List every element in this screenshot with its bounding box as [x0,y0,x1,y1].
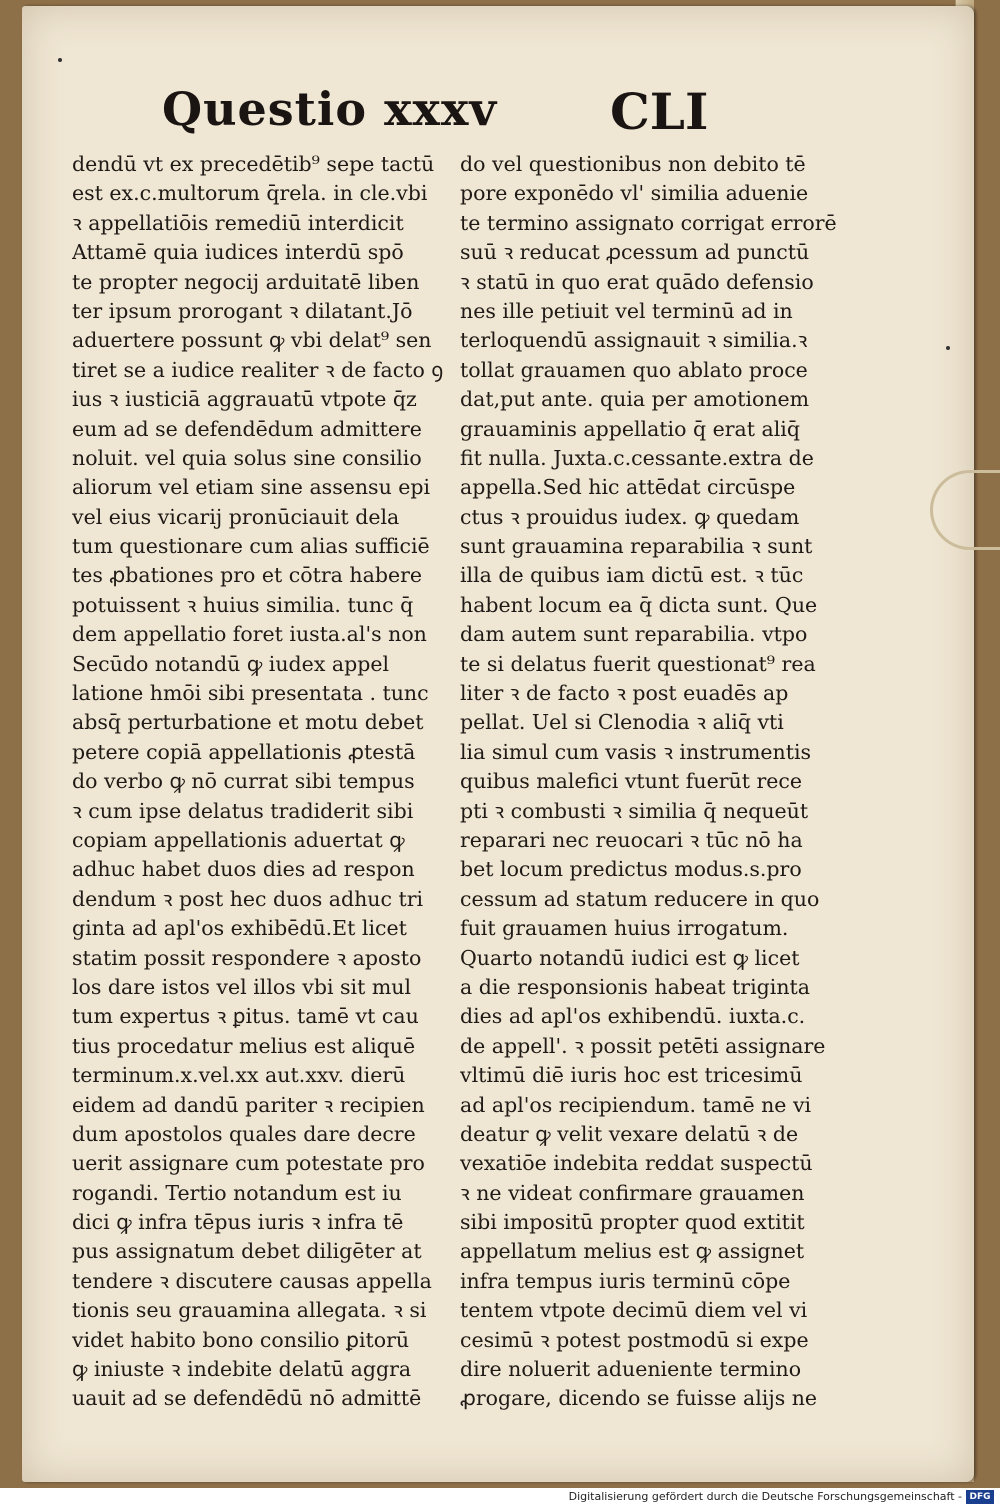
text-line: noluit. vel quia solus sine consilio [72,445,422,470]
text-line: copiam appellationis aduertat ꝙ [72,827,405,852]
text-line: vltimū diē iuris hoc est tricesimū [460,1063,803,1088]
text-line: dum apostolos quales dare decre [72,1121,416,1146]
running-header [0,82,1000,152]
text-line: Quarto notandū iudici est ꝙ licet [460,945,800,970]
footer-bar [0,1488,1000,1508]
text-line: ter ipsum prorogant ꝛ dilatant.Jō [72,298,413,323]
text-line: ꝛ ne videat confirmare grauamen [460,1180,805,1205]
left-text-column [72,150,462,1414]
text-line: lia simul cum vasis ꝛ instrumentis [460,739,812,764]
text-line: illa de quibus iam dictū est. ꝛ tūc [460,563,804,588]
text-line: sibi impositū propter quod extitit [460,1210,805,1235]
text-line: dam autem sunt reparabilia. vtpo [460,622,808,647]
text-line: petere copiā appellationis ꝓtestā [72,739,416,764]
text-line: los dare istos vel illos vbi sit mul [72,974,412,999]
text-line: adhuc habet duos dies ad respon [72,857,415,882]
funding-credit: Digitalisierung gefördert durch die Deutsche Forschungsgemeinschaft - [568,1490,962,1503]
text-line: est ex.c.multorum q̄rela. in cle.vbi [72,181,428,206]
text-line: de appell'. ꝛ possit petēti assignare [460,1033,826,1058]
text-line: te propter negocij arduitatē liben [72,269,420,294]
text-line: tum expertus ꝛ ꝑitus. tamē vt cau [72,1004,419,1029]
text-line: tius procedatur melius est aliquē [72,1033,416,1058]
text-line: dici ꝙ infra tēpus iuris ꝛ infra tē [72,1210,404,1235]
text-line: statim possit respondere ꝛ aposto [72,945,422,970]
text-line: dire noluerit adueniente termino [460,1357,802,1382]
dfg-logo: DFG [966,1490,994,1504]
folio-number: CLI [610,82,709,141]
text-line: dem appellatio foret iusta.al's non [72,622,427,647]
text-line: dendū vt ex precedētib⁹ sepe tactū [72,152,435,176]
text-line: Attamē quia iudices interdū spō [72,240,404,265]
text-line: tentem vtpote decimū diem vel vi [460,1298,808,1323]
text-line: rogandi. Tertio notandum est iu [72,1180,402,1205]
text-line: tollat grauamen quo ablato proce [460,357,808,382]
text-line: pus assignatum debet diligēter at [72,1239,422,1264]
ink-speck [58,58,62,62]
text-line: dat,put ante. quia per amotionem [460,387,810,412]
text-line: eidem ad dandū pariter ꝛ recipien [72,1092,425,1117]
text-line: habent locum ea q̄ dicta sunt. Que [460,592,818,617]
text-line: quibus malefici vtunt fuerūt rece [460,769,803,794]
text-line: infra tempus iuris terminū cōpe [460,1268,791,1293]
text-line: ꝙ iniuste ꝛ indebite delatū aggra [72,1357,412,1382]
text-line: pti ꝛ combusti ꝛ similia q̄ nequeūt [460,798,809,823]
text-line: cessum ad statum reducere in quo [460,886,820,911]
text-line: latione hmōi sibi presentata . tunc [72,681,429,706]
text-line: cesimū ꝛ potest postmodū si expe [460,1327,809,1352]
text-line: ad apl'os recipiendum. tamē ne vi [460,1092,812,1117]
text-line: dendum ꝛ post hec duos adhuc tri [72,886,424,911]
text-line: nes ille petiuit vel terminū ad in [460,298,793,323]
text-line: suū ꝛ reducat ꝓcessum ad punctū [460,240,810,265]
ink-speck [946,346,950,350]
text-line: fit nulla. Juxta.c.cessante.extra de [460,445,814,470]
text-line: liter ꝛ de facto ꝛ post euadēs ap [460,681,789,706]
text-line: te termino assignato corrigat errorē [460,210,837,235]
text-line: vel eius vicarij pronūciauit dela [72,504,400,529]
text-line: ctus ꝛ prouidus iudex. ꝙ quedam [460,504,800,529]
text-line: te si delatus fuerit questionat⁹ rea [460,651,816,676]
text-line: pore exponēdo vl' similia aduenie [460,181,809,206]
text-line: do vel questionibus non debito tē [460,152,806,176]
text-line: ginta ad apl'os exhibēdū.Et licet [72,916,407,941]
right-text-column [460,150,840,1414]
text-line: deatur ꝙ velit vexare delatū ꝛ de [460,1121,799,1146]
text-line: uauit ad se defendēdū nō admittē [72,1386,422,1411]
text-line: dies ad apl'os exhibendū. iuxta.c. [460,1004,806,1029]
text-line: grauaminis appellatio q̄ erat aliq̄ [460,416,800,441]
text-line: potuissent ꝛ huius similia. tunc q̄ [72,592,414,617]
text-line: terminum.x.vel.xx aut.xxv. dierū [72,1063,406,1088]
clasp-ring [930,470,1000,550]
text-line: Secūdo notandū ꝙ iudex appel [72,651,390,676]
text-line: appella.Sed hic attēdat circūspe [460,475,796,500]
text-line: aduertere possunt ꝙ vbi delat⁹ sen [72,328,432,353]
text-line: a die responsionis habeat triginta [460,974,810,999]
text-line: eum ad se defendēdum admittere [72,416,422,441]
text-line: do verbo ꝙ nō currat sibi tempus [72,769,415,794]
text-line: sunt grauamina reparabilia ꝛ sunt [460,534,813,559]
text-line: ꝓrogare, dicendo se fuisse alijs ne [460,1386,818,1411]
text-line: fuit grauamen huius irrogatum. [460,916,789,941]
text-line: bet locum predictus modus.s.pro [460,857,802,882]
text-line: terloquendū assignauit ꝛ similia.ꝛ [460,328,808,353]
text-line: ꝛ appellatiōis remediū interdicit [72,210,404,235]
text-line: ius ꝛ iusticiā aggrauatū vtpote q̄z [72,387,417,412]
text-line: ꝛ statū in quo erat quādo defensio [460,269,814,294]
text-line: vexatiōe indebita reddat suspectū [460,1151,813,1176]
text-line: tionis seu grauamina allegata. ꝛ si [72,1298,427,1323]
text-line: tes ꝓbationes pro et cōtra habere [72,563,423,588]
text-line: ꝛ cum ipse delatus tradiderit sibi [72,798,414,823]
text-line: tendere ꝛ discutere causas appella [72,1268,432,1293]
text-line: pellat. Uel si Clenodia ꝛ aliq̄ vti [460,710,784,735]
text-line: appellatum melius est ꝙ assignet [460,1239,805,1264]
text-line: absq̄ perturbatione et motu debet [72,710,424,735]
text-line: tiret se a iudice realiter ꝛ de facto ꝯ [72,357,444,382]
header-questio: Questio xxxv [162,82,498,136]
text-line: reparari nec reuocari ꝛ tūc nō ha [460,827,803,852]
text-line: tum questionare cum alias sufficiē [72,534,430,559]
text-line: videt habito bono consilio ꝑitorū [72,1327,410,1352]
text-line: uerit assignare cum potestate pro [72,1151,425,1176]
text-line: aliorum vel etiam sine assensu epi [72,475,431,500]
